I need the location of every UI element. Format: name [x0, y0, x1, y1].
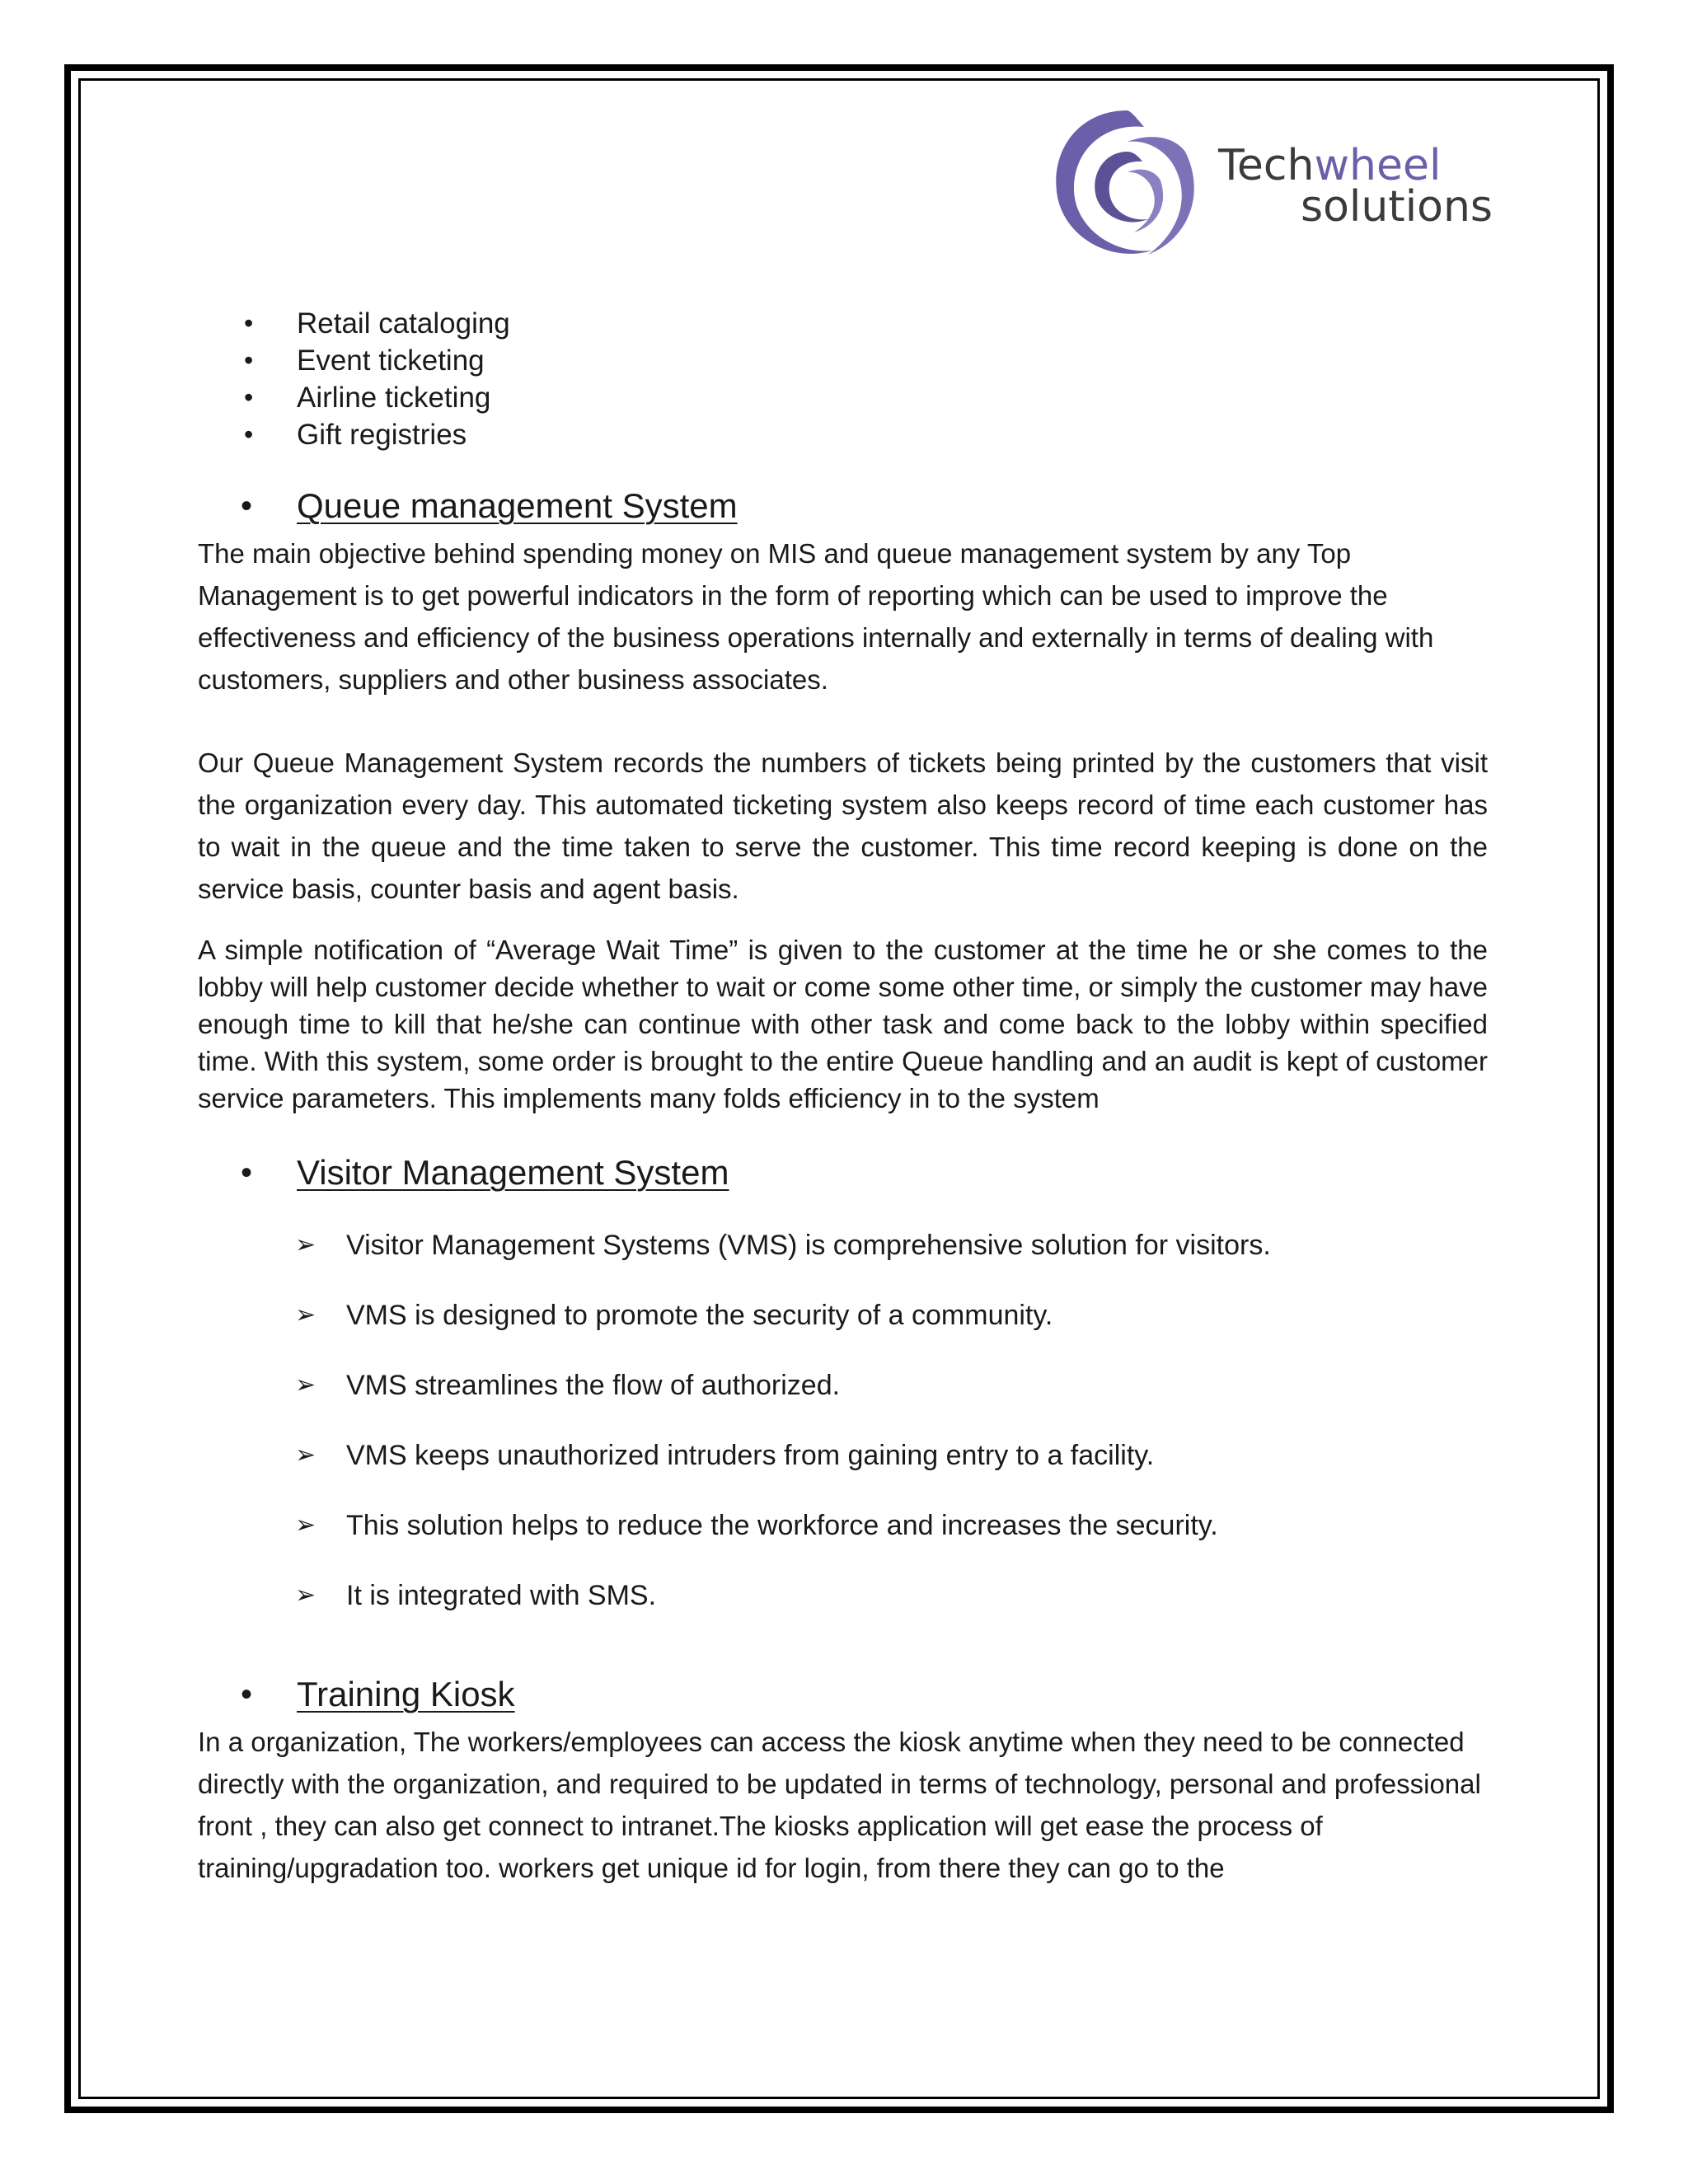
list-item: • Airline ticketing	[198, 379, 1488, 416]
list-item: • Retail cataloging	[198, 305, 1488, 342]
intro-bullet-list	[198, 305, 1488, 453]
list-item: ➢ VMS keeps unauthorized intruders from gaining entry to a facility.	[198, 1439, 1488, 1472]
training-heading: • Training Kiosk	[198, 1671, 1488, 1718]
visitor-heading: • Visitor Management System	[198, 1150, 1488, 1196]
logo-word-tech: Tech	[1218, 141, 1315, 190]
queue-paragraph-1: The main objective behind spending money on MIS and queue management system by any Top Management is to get powerful indicators in the form of reporting which can be used to improve the effectiveness and efficiency of the business operations internally and externally in terms of dealing with customers, suppliers and other business associates.	[198, 538, 1434, 695]
company-logo	[1045, 102, 1493, 267]
queue-paragraph-3: A simple notification of “Average Wait Time” is given to the customer at the time he or she comes to the lobby will help customer decide whether to wait or come some other time, or simply the customer may have enough time to kill that he/she can continue with other task and come back to the lobby within specified time. With this system, some order is brought to the entire Queue handling and an audit is kept of customer service parameters. This implements many folds efficiency in to the system	[198, 935, 1488, 1113]
queue-paragraph-2: Our Queue Management System records the numbers of tickets being printed by the customers that visit the organization every day. This automated ticketing system also keeps record of time each customer has to wait in the queue and the time taken to serve the customer. This time record keeping is done on the service basis, counter basis and agent basis.	[198, 748, 1488, 904]
logo-word-solutions: solutions	[1301, 182, 1493, 232]
list-item: • Gift registries	[198, 416, 1488, 453]
list-item: ➢ Visitor Management Systems (VMS) is comprehensive solution for visitors.	[198, 1229, 1488, 1262]
list-item: ➢ VMS is designed to promote the security of a community.	[198, 1299, 1488, 1332]
list-item: • Event ticketing	[198, 342, 1488, 379]
list-item: ➢ This solution helps to reduce the workforce and increases the security.	[198, 1509, 1488, 1542]
training-paragraph-1: In a organization, The workers/employees can access the kiosk anytime when they need to be connected directly with the organization, and required to be updated in terms of technology, personal and professional front , they can also get connect to intranet.The kiosks application will get ease the process of training/upgradation too. workers get unique id for login, from there they can go to the	[198, 1727, 1481, 1883]
swirl-logo-icon	[1045, 102, 1210, 267]
list-item: ➢ VMS streamlines the flow of authorized.	[198, 1369, 1488, 1402]
logo-wordmark	[1218, 141, 1493, 232]
queue-heading: • Queue management System	[198, 483, 1488, 529]
document-body	[198, 305, 1488, 1889]
list-item: ➢ It is integrated with SMS.	[198, 1579, 1488, 1612]
logo-word-wheel: wheel	[1314, 141, 1442, 190]
visitor-arrow-list	[198, 1229, 1488, 1612]
